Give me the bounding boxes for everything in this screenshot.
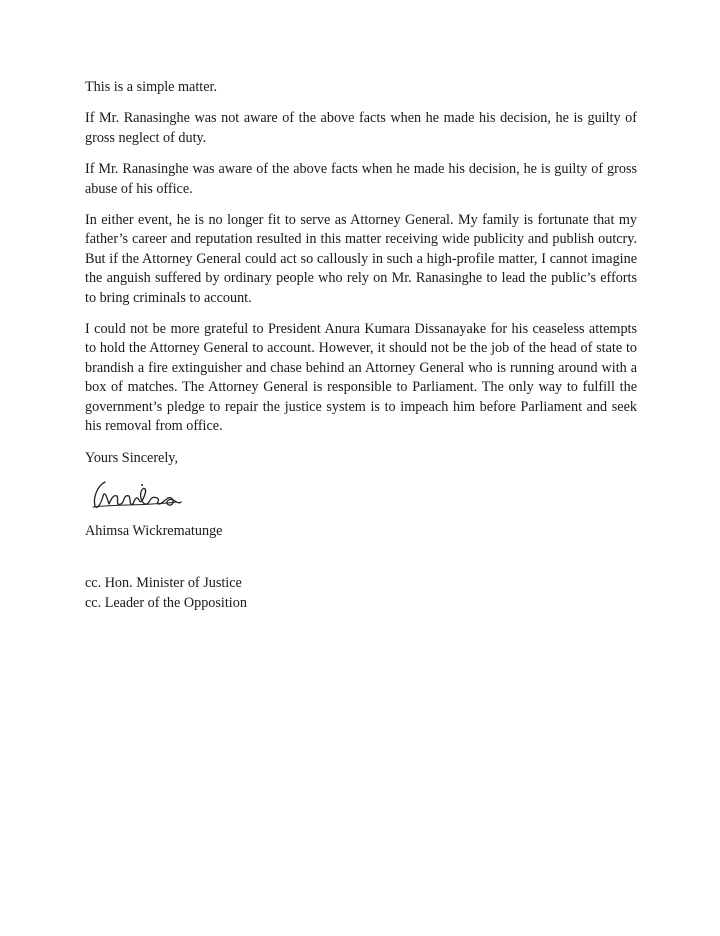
cc-line-1: cc. Hon. Minister of Justice (85, 575, 242, 592)
paragraph-3: If Mr. Ranasinghe was aware of the above facts when he made his decision, he is guilty of gross abuse of his office. (85, 161, 637, 197)
paragraph-1: This is a simple matter. (85, 79, 218, 95)
cc-line-2: cc. Leader of the Opposition (85, 594, 247, 611)
paragraph-2: If Mr. Ranasinghe was not aware of the above facts when he made his decision, he is guilty of gross neglect of duty. (85, 110, 637, 146)
paragraph-4: In either event, he is no longer fit to serve as Attorney General. My family is fortunate that my father’s career and reputation resulted in this matter receiving wide publicity and publish outcry. But if the Attorney General could act so callously in such a high-profile matter, I cannot imagine the anguish suffered by ordinary people who rely on Mr. Ranasinghe to lead the public’s efforts to bring criminals to account. (85, 212, 637, 306)
handwritten-signature (85, 474, 185, 514)
paragraph-5: I could not be more grateful to President Anura Kumara Dissanayake for his ceaseless attempts to hold the Attorney General to account. However, it should not be the job of the head of state to brandish a fire extinguisher and chase behind an Attorney General who is running around with a box of matches. The Attorney General is responsible to Parliament. The only way to fulfill the government’s pledge to repair the justice system is to impeach him before Parliament and seek his removal from office. (85, 321, 637, 435)
closing-salutation: Yours Sincerely, (85, 449, 179, 466)
signatory-name: Ahimsa Wickrematunge (85, 522, 223, 539)
letter-page (85, 78, 637, 613)
